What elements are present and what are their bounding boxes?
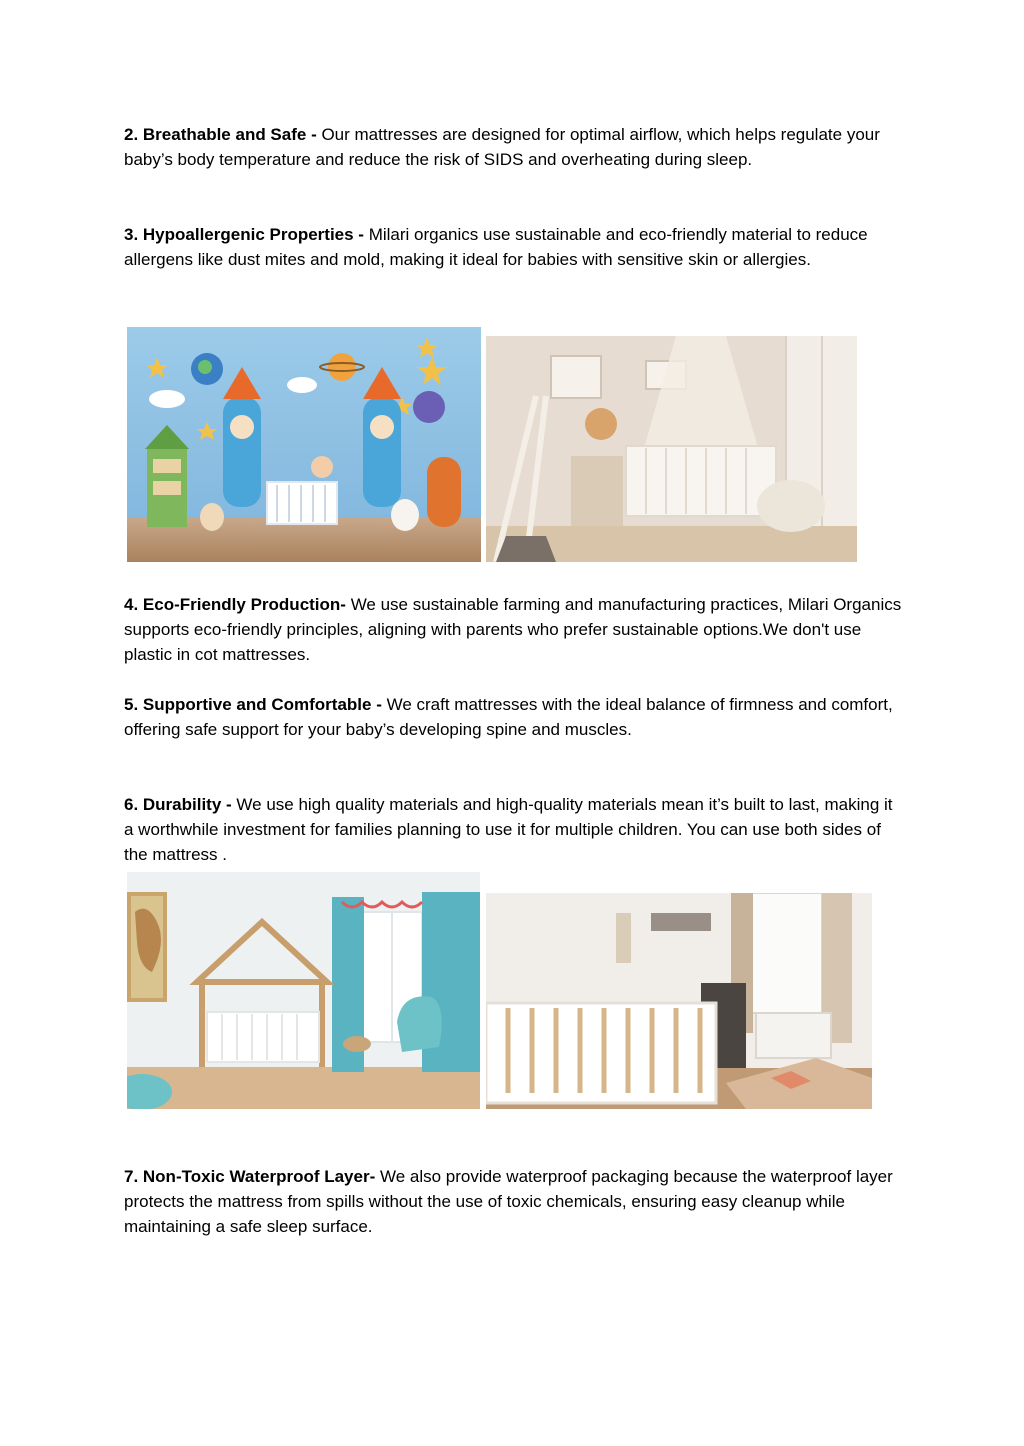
section-heading: 4. Eco-Friendly Production- — [124, 595, 351, 614]
section-body: Milari organics use sustainable and eco-friendly material to reduce allergens like dust mites and mold, making it ideal for babies with sensitive skin or allergies. — [124, 225, 868, 269]
section-supportive — [124, 692, 904, 742]
section-body: Our mattresses are designed for optimal airflow, which helps regulate your baby’s body temperature and reduce the risk of SIDS and overheating during sleep. — [124, 125, 880, 169]
section-body: We craft mattresses with the ideal balance of firmness and comfort, offering safe support for your baby’s developing spine and muscles. — [124, 695, 893, 739]
section-heading: 7. Non-Toxic Waterproof Layer- — [124, 1167, 380, 1186]
wood-crib-nursery-photo — [486, 893, 872, 1109]
section-body: We use sustainable farming and manufacturing practices, Milari Organics supports eco-friendly principles, aligning with parents who prefer sustainable options.We don't use plastic in cot mattresses. — [124, 595, 902, 664]
canopy-crib-nursery-photo — [486, 336, 857, 562]
section-breathable-safe — [124, 122, 904, 172]
house-crib-nursery-photo — [127, 872, 480, 1109]
section-heading: 2. Breathable and Safe - — [124, 125, 322, 144]
section-body: We use high quality materials and high-quality materials mean it’s built to last, making it a worthwhile investment for families planning to use it for multiple children. You can use both sides of the mattress . — [124, 795, 893, 864]
section-body: We also provide waterproof packaging because the waterproof layer protects the mattress from spills without the use of toxic chemicals, ensuring easy cleanup while maintaining a safe sleep surface. — [124, 1167, 893, 1236]
section-hypoallergenic — [124, 222, 904, 272]
section-heading: 3. Hypoallergenic Properties - — [124, 225, 369, 244]
section-eco-friendly — [124, 592, 904, 667]
section-non-toxic-waterproof — [124, 1164, 904, 1239]
space-nursery-photo — [127, 327, 481, 562]
section-heading: 5. Supportive and Comfortable - — [124, 695, 387, 714]
section-durability — [124, 792, 904, 867]
section-heading: 6. Durability - — [124, 795, 237, 814]
